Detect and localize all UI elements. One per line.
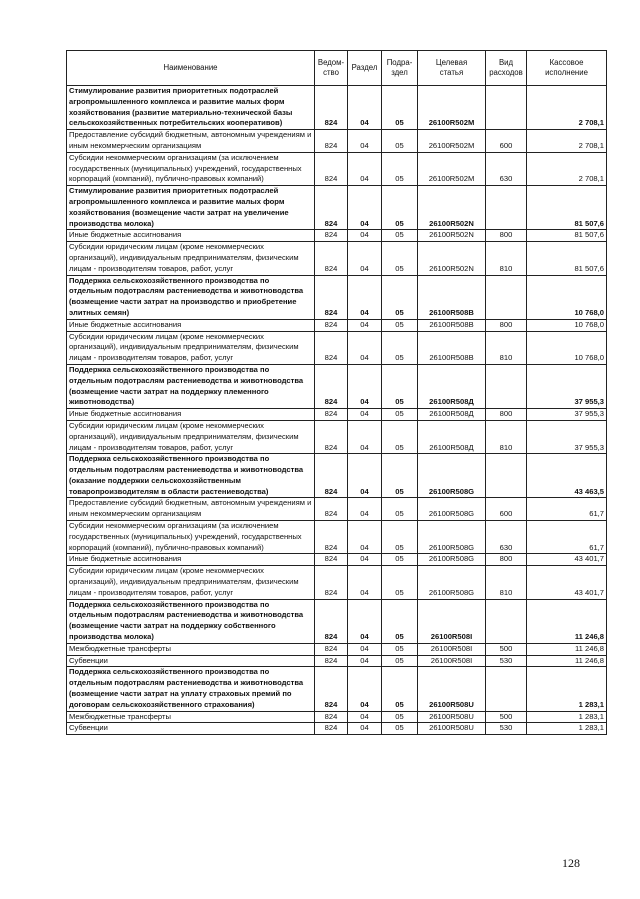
cell-name: Стимулирование развития приоритетных подотраслей агропромышленного комплекса и развитие малых форм хозяйствования (развитие материально-технической базы сельскохозяйственных потребительских кооперативов) — [67, 86, 315, 130]
cell-subsection: 05 — [382, 130, 418, 153]
cell-exp-type: 810 — [486, 566, 527, 599]
cell-subsection: 05 — [382, 230, 418, 242]
table-row — [67, 186, 607, 230]
cell-exp-type — [486, 599, 527, 643]
cell-name: Предоставление субсидий бюджетным, автономным учреждениям и иным некоммерческим организациям — [67, 498, 315, 521]
cell-section: 04 — [348, 521, 382, 554]
cell-dept: 824 — [315, 566, 348, 599]
cell-section: 04 — [348, 643, 382, 655]
cell-dept: 824 — [315, 364, 348, 408]
table-row — [67, 723, 607, 735]
cell-target: 26100R508Д — [418, 409, 486, 421]
header-name: Наименование — [67, 51, 315, 86]
cell-exp-type: 500 — [486, 643, 527, 655]
cell-section: 04 — [348, 86, 382, 130]
cell-exp-type — [486, 186, 527, 230]
cell-subsection: 05 — [382, 331, 418, 364]
cell-subsection: 05 — [382, 454, 418, 498]
cell-name: Стимулирование развития приоритетных подотраслей агропромышленного комплекса и развитие малых форм хозяйствования (возмещение части затрат на увеличение производства молока) — [67, 186, 315, 230]
cell-exp-type: 630 — [486, 152, 527, 185]
cell-cash: 61,7 — [527, 521, 607, 554]
cell-target: 26100R508B — [418, 319, 486, 331]
cell-dept: 824 — [315, 152, 348, 185]
table-row — [67, 364, 607, 408]
header-section: Раздел — [348, 51, 382, 86]
cell-section: 04 — [348, 498, 382, 521]
table-row — [67, 655, 607, 667]
cell-section: 04 — [348, 711, 382, 723]
cell-subsection: 05 — [382, 152, 418, 185]
cell-dept: 824 — [315, 711, 348, 723]
cell-section: 04 — [348, 454, 382, 498]
cell-target: 26100R502N — [418, 186, 486, 230]
cell-exp-type: 600 — [486, 498, 527, 521]
table-row — [67, 667, 607, 711]
cell-name: Субсидии некоммерческим организациям (за исключением государственных (муниципальных) учреждений, государственных корпораций (компаний), публично-правовых компаний) — [67, 152, 315, 185]
cell-subsection: 05 — [382, 599, 418, 643]
budget-execution-table — [66, 50, 607, 735]
cell-cash: 1 283,1 — [527, 723, 607, 735]
cell-cash: 11 246,8 — [527, 599, 607, 643]
table-row — [67, 599, 607, 643]
cell-target: 26100R508U — [418, 711, 486, 723]
table-header-row — [67, 51, 607, 86]
cell-subsection: 05 — [382, 186, 418, 230]
cell-dept: 824 — [315, 331, 348, 364]
cell-subsection: 05 — [382, 319, 418, 331]
cell-name: Субвенции — [67, 723, 315, 735]
cell-target: 26100R508G — [418, 521, 486, 554]
cell-dept: 824 — [315, 454, 348, 498]
cell-section: 04 — [348, 331, 382, 364]
cell-exp-type — [486, 275, 527, 319]
cell-dept: 824 — [315, 275, 348, 319]
cell-dept: 824 — [315, 643, 348, 655]
cell-dept: 824 — [315, 420, 348, 453]
header-exp-type: Вид расходов — [486, 51, 527, 86]
table-row — [67, 554, 607, 566]
cell-subsection: 05 — [382, 643, 418, 655]
cell-exp-type: 810 — [486, 331, 527, 364]
table-row — [67, 152, 607, 185]
cell-name: Поддержка сельскохозяйственного производства по отдельным подотраслям растениеводства и животноводства (возмещение части затрат на поддержку племенного животноводства) — [67, 364, 315, 408]
cell-exp-type — [486, 454, 527, 498]
cell-subsection: 05 — [382, 242, 418, 275]
cell-subsection: 05 — [382, 521, 418, 554]
table-row — [67, 319, 607, 331]
cell-target: 26100R508Д — [418, 364, 486, 408]
cell-section: 04 — [348, 242, 382, 275]
cell-subsection: 05 — [382, 409, 418, 421]
cell-section: 04 — [348, 655, 382, 667]
cell-name: Субсидии юридическим лицам (кроме некоммерческих организаций), индивидуальным предпринимателям, физическим лицам - производителям товаров, работ, услуг — [67, 566, 315, 599]
cell-section: 04 — [348, 152, 382, 185]
cell-exp-type: 800 — [486, 554, 527, 566]
cell-cash: 81 507,6 — [527, 230, 607, 242]
cell-target: 26100R508B — [418, 331, 486, 364]
cell-subsection: 05 — [382, 711, 418, 723]
cell-cash: 43 401,7 — [527, 554, 607, 566]
table-row — [67, 331, 607, 364]
cell-cash: 81 507,6 — [527, 186, 607, 230]
cell-dept: 824 — [315, 186, 348, 230]
cell-subsection: 05 — [382, 275, 418, 319]
cell-section: 04 — [348, 667, 382, 711]
cell-target: 26100R502M — [418, 86, 486, 130]
cell-cash: 10 768,0 — [527, 275, 607, 319]
cell-section: 04 — [348, 364, 382, 408]
cell-cash: 2 708,1 — [527, 130, 607, 153]
cell-dept: 824 — [315, 86, 348, 130]
cell-target: 26100R508G — [418, 566, 486, 599]
table-body — [67, 86, 607, 735]
cell-exp-type: 500 — [486, 711, 527, 723]
cell-name: Субсидии юридическим лицам (кроме некоммерческих организаций), индивидуальным предпринимателям, физическим лицам - производителям товаров, работ, услуг — [67, 331, 315, 364]
table-row — [67, 130, 607, 153]
cell-target: 26100R508U — [418, 667, 486, 711]
cell-exp-type: 530 — [486, 723, 527, 735]
cell-dept: 824 — [315, 554, 348, 566]
cell-dept: 824 — [315, 242, 348, 275]
cell-section: 04 — [348, 409, 382, 421]
table-row — [67, 566, 607, 599]
cell-subsection: 05 — [382, 723, 418, 735]
cell-exp-type: 800 — [486, 230, 527, 242]
table-row — [67, 275, 607, 319]
cell-name: Субсидии юридическим лицам (кроме некоммерческих организаций), индивидуальным предпринимателям, физическим лицам - производителям товаров, работ, услуг — [67, 242, 315, 275]
cell-cash: 37 955,3 — [527, 409, 607, 421]
cell-cash: 43 401,7 — [527, 566, 607, 599]
cell-dept: 824 — [315, 723, 348, 735]
cell-cash: 2 708,1 — [527, 152, 607, 185]
cell-target: 26100R508I — [418, 643, 486, 655]
cell-section: 04 — [348, 599, 382, 643]
cell-dept: 824 — [315, 230, 348, 242]
cell-exp-type: 810 — [486, 242, 527, 275]
cell-section: 04 — [348, 230, 382, 242]
cell-exp-type: 630 — [486, 521, 527, 554]
cell-name: Межбюджетные трансферты — [67, 643, 315, 655]
cell-name: Иные бюджетные ассигнования — [67, 409, 315, 421]
cell-name: Поддержка сельскохозяйственного производства по отдельным подотраслям растениеводства и животноводства (возмещение части затрат на поддержку собственного производства молока) — [67, 599, 315, 643]
cell-cash: 10 768,0 — [527, 331, 607, 364]
cell-exp-type — [486, 364, 527, 408]
cell-cash: 37 955,3 — [527, 420, 607, 453]
page-number: 128 — [562, 856, 580, 870]
header-cash: Кассовое исполнение — [527, 51, 607, 86]
table-row — [67, 420, 607, 453]
cell-cash: 61,7 — [527, 498, 607, 521]
cell-target: 26100R508I — [418, 599, 486, 643]
table-row — [67, 498, 607, 521]
cell-subsection: 05 — [382, 554, 418, 566]
cell-dept: 824 — [315, 599, 348, 643]
cell-subsection: 05 — [382, 667, 418, 711]
cell-section: 04 — [348, 420, 382, 453]
cell-exp-type: 600 — [486, 130, 527, 153]
cell-target: 26100R502N — [418, 242, 486, 275]
cell-dept: 824 — [315, 319, 348, 331]
cell-name: Поддержка сельскохозяйственного производства по отдельным подотраслям растениеводства и животноводства (возмещение части затрат на производство и приобретение элитных семян) — [67, 275, 315, 319]
table-row — [67, 643, 607, 655]
cell-section: 04 — [348, 319, 382, 331]
cell-dept: 824 — [315, 130, 348, 153]
cell-subsection: 05 — [382, 655, 418, 667]
cell-target: 26100R508U — [418, 723, 486, 735]
cell-cash: 43 463,5 — [527, 454, 607, 498]
cell-section: 04 — [348, 186, 382, 230]
cell-name: Субсидии юридическим лицам (кроме некоммерческих организаций), индивидуальным предпринимателям, физическим лицам - производителям товаров, работ, услуг — [67, 420, 315, 453]
cell-name: Поддержка сельскохозяйственного производства по отдельным подотраслям растениеводства и животноводства (оказание поддержки сельскохозяйственным товаропроизводителям в области растениеводства) — [67, 454, 315, 498]
cell-exp-type — [486, 86, 527, 130]
cell-dept: 824 — [315, 498, 348, 521]
cell-target: 26100R508G — [418, 498, 486, 521]
header-subsection: Подра- здел — [382, 51, 418, 86]
cell-name: Предоставление субсидий бюджетным, автономным учреждениям и иным некоммерческим организациям — [67, 130, 315, 153]
cell-name: Иные бюджетные ассигнования — [67, 319, 315, 331]
cell-name: Субвенции — [67, 655, 315, 667]
cell-dept: 824 — [315, 655, 348, 667]
cell-target: 26100R502N — [418, 230, 486, 242]
cell-section: 04 — [348, 566, 382, 599]
cell-dept: 824 — [315, 667, 348, 711]
cell-name: Субсидии некоммерческим организациям (за исключением государственных (муниципальных) учреждений, государственных корпораций (компаний), публично-правовых компаний) — [67, 521, 315, 554]
cell-subsection: 05 — [382, 498, 418, 521]
cell-section: 04 — [348, 130, 382, 153]
table-row — [67, 521, 607, 554]
table-row — [67, 409, 607, 421]
cell-exp-type — [486, 667, 527, 711]
cell-section: 04 — [348, 554, 382, 566]
cell-name: Иные бюджетные ассигнования — [67, 554, 315, 566]
cell-target: 26100R502M — [418, 152, 486, 185]
cell-target: 26100R502M — [418, 130, 486, 153]
header-dept: Ведом- ство — [315, 51, 348, 86]
cell-target: 26100R508G — [418, 454, 486, 498]
cell-target: 26100R508I — [418, 655, 486, 667]
cell-subsection: 05 — [382, 86, 418, 130]
cell-exp-type: 810 — [486, 420, 527, 453]
header-target: Целевая статья — [418, 51, 486, 86]
cell-subsection: 05 — [382, 364, 418, 408]
cell-section: 04 — [348, 723, 382, 735]
cell-cash: 11 246,8 — [527, 643, 607, 655]
cell-subsection: 05 — [382, 566, 418, 599]
cell-exp-type: 800 — [486, 319, 527, 331]
table-row — [67, 242, 607, 275]
cell-cash: 1 283,1 — [527, 667, 607, 711]
cell-cash: 10 768,0 — [527, 319, 607, 331]
cell-target: 26100R508G — [418, 554, 486, 566]
cell-cash: 2 708,1 — [527, 86, 607, 130]
table-row — [67, 86, 607, 130]
cell-dept: 824 — [315, 521, 348, 554]
cell-cash: 1 283,1 — [527, 711, 607, 723]
table-row — [67, 230, 607, 242]
cell-name: Межбюджетные трансферты — [67, 711, 315, 723]
cell-dept: 824 — [315, 409, 348, 421]
cell-name: Поддержка сельскохозяйственного производства по отдельным подотраслям растениеводства и животноводства (возмещение части затрат на уплату страховых премий по договорам сельскохозяйственного страхования) — [67, 667, 315, 711]
cell-cash: 81 507,6 — [527, 242, 607, 275]
cell-target: 26100R508B — [418, 275, 486, 319]
cell-cash: 11 246,8 — [527, 655, 607, 667]
cell-exp-type: 800 — [486, 409, 527, 421]
table-row — [67, 711, 607, 723]
table-row — [67, 454, 607, 498]
cell-subsection: 05 — [382, 420, 418, 453]
cell-section: 04 — [348, 275, 382, 319]
cell-name: Иные бюджетные ассигнования — [67, 230, 315, 242]
cell-cash: 37 955,3 — [527, 364, 607, 408]
cell-exp-type: 530 — [486, 655, 527, 667]
cell-target: 26100R508Д — [418, 420, 486, 453]
